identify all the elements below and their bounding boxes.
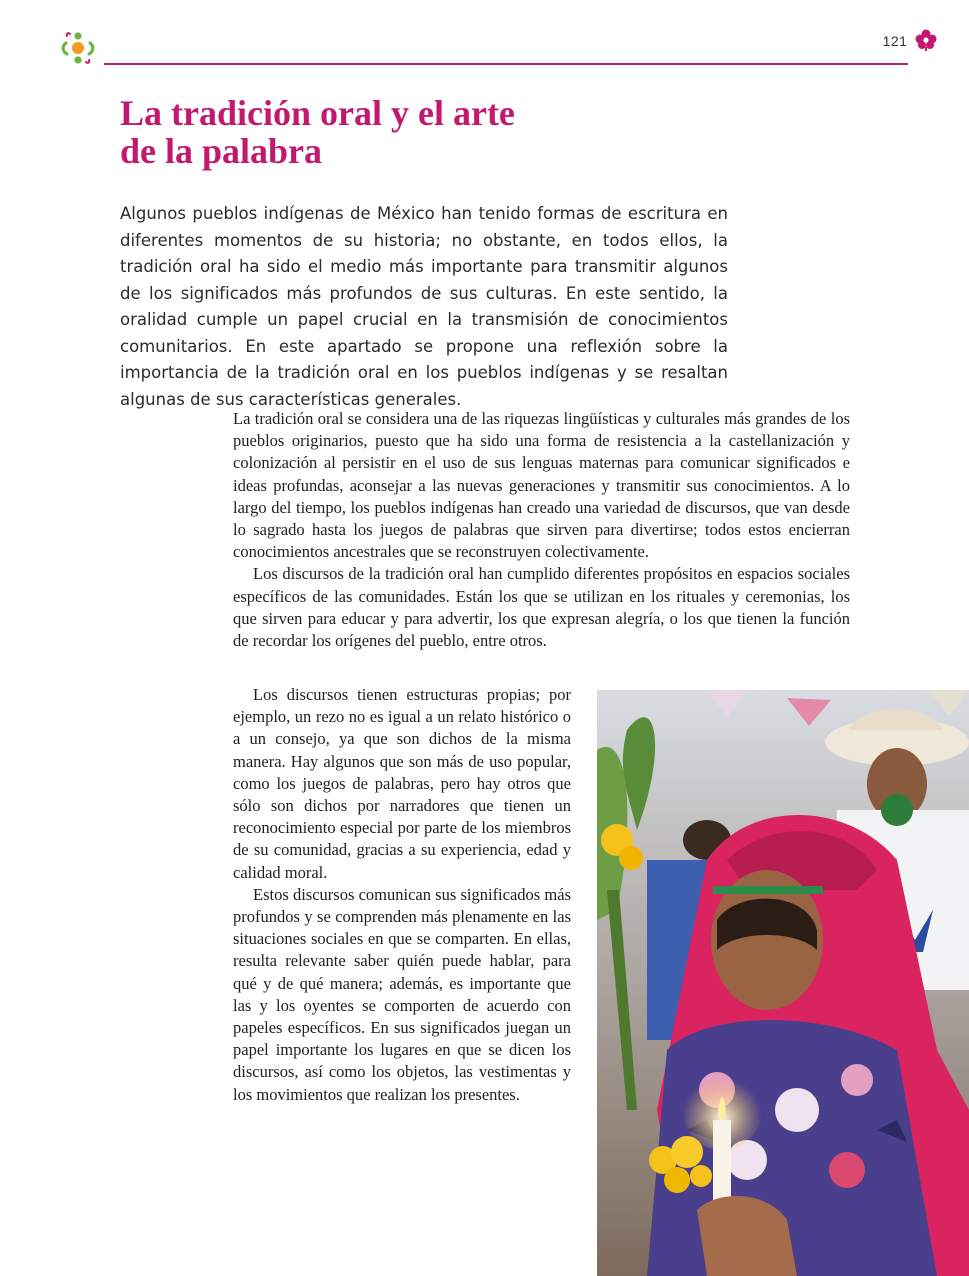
body-text-full-width: [233, 408, 850, 652]
page-title-line-2: de la palabra: [120, 131, 323, 171]
header-rule: [104, 63, 908, 65]
body-paragraph-3: Los discursos tienen estructuras propias; por ejemplo, un rezo no es igual a un relato histórico o a un consejo, ya que son dichos de la misma manera. Hay algunos que son más de uso popular, como los juegos de palabras, pero hay otros que sólo son dichos por narradores que tienen un reconocimiento especial por parte de los miembros de su comunidad, gracias a su experiencia, edad y calidad moral.: [233, 685, 571, 882]
photo-indigenous-woman-candle-icon: [597, 690, 969, 1276]
body-paragraph-1: La tradición oral se considera una de las riquezas lingüísticas y culturales más grandes de los pueblos originarios, puesto que ha sido una forma de resistencia a la castellanización y colonización al persistir en el uso de sus lenguas maternas para comunicar significados e ideas profundas, aconsejar a las nuevas generaciones y transmitir sus conocimientos. A lo largo del tiempo, los pueblos indígenas han creado una variedad de discursos, que van desde lo sagrado hasta los juegos de palabras que sirven para divertirse; todos estos encierran conocimientos ancestrales que se reconstruyen colectivamente.: [233, 409, 850, 562]
pink-flower-icon: [914, 28, 938, 52]
page-title-line-1: La tradición oral y el arte: [120, 93, 515, 133]
page-number: 121: [882, 33, 908, 49]
page-title: [120, 94, 760, 170]
four-dot-flower-logo-icon: [56, 26, 100, 70]
intro-paragraph: Algunos pueblos indígenas de México han tenido formas de escritura en diferentes momentos de su historia; no obstante, en todos ellos, la tradición oral ha sido el medio más importante para transmitir algunos de los significados más profundos de sus culturas. En este sentido, la oralidad cumple un papel crucial en la transmisión de conocimientos comunitarios. En este apartado se propone una reflexión sobre la importancia de la tradición oral en los pueblos indígenas y se resaltan algunas de sus características generales.: [120, 204, 728, 409]
body-paragraph-4: Estos discursos comunican sus significados más profundos y se comprenden más plenamente en las situaciones sociales en que se comparten. En ellas, resulta relevante saber quién puede hablar, para qué y de qué manera; además, es importante que las y los oyentes se comporten de acuerdo con papeles específicos. En sus significados juegan un papel importante los lugares en que se dicen los discursos, así como los objetos, las vestimentas y los movimientos que realizan los presentes.: [233, 884, 571, 1104]
body-paragraph-2: Los discursos de la tradición oral han cumplido diferentes propósitos en espacios sociales específicos de las comunidades. Están los que se utilizan en los rituales y ceremonias, los que sirven para educar y para advertir, los que expresan alegría, o los que tienen la función de recordar los orígenes del pueblo, entre otros.: [233, 564, 850, 651]
body-text-narrow-column: [233, 684, 571, 1106]
